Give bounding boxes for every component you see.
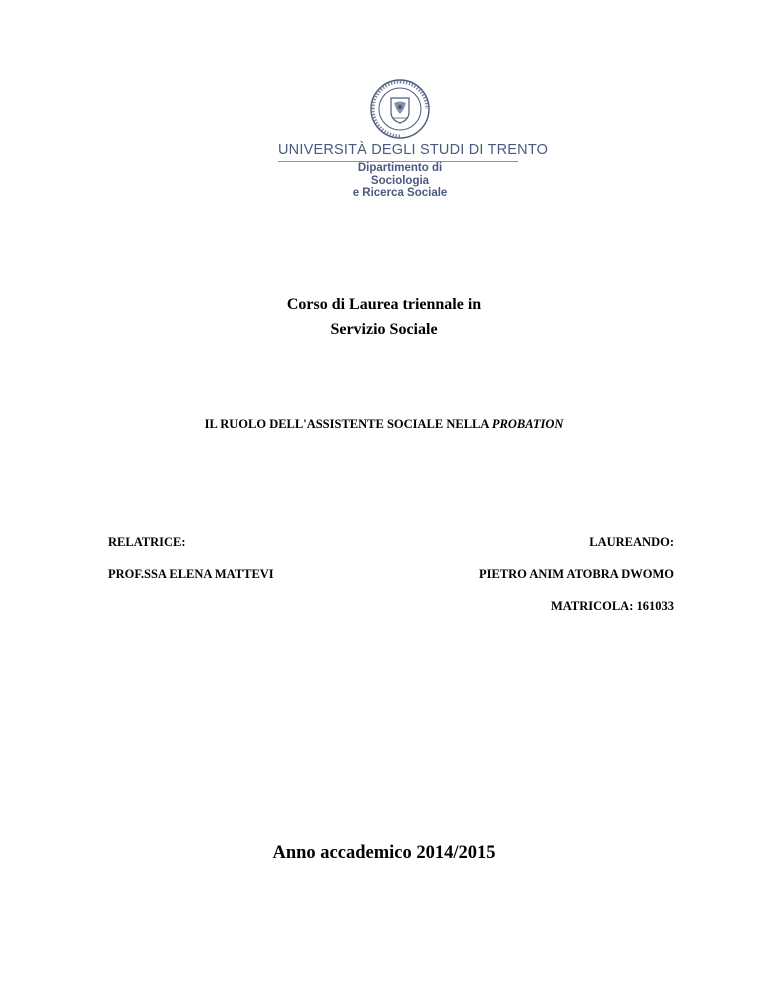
supervisor-name: PROF.SSA ELENA MATTEVI	[108, 567, 274, 581]
department-line-2: e Ricerca Sociale	[352, 187, 448, 199]
student-name: PIETRO ANIM ATOBRA DWOMO	[478, 567, 674, 581]
university-seal-icon	[369, 78, 431, 140]
course-line-1: Corso di Laurea triennale in	[286, 296, 482, 313]
course-line-2: Servizio Sociale	[330, 321, 438, 338]
thesis-title-emphasis: PROBATION	[491, 417, 564, 431]
department-name	[330, 162, 470, 200]
student-matricola: MATRICOLA: 161033	[550, 599, 674, 613]
thesis-title-prefix: IL RUOLO DELL'ASSISTENTE SOCIALE NELLA	[204, 417, 492, 431]
academic-year: Anno accademico 2014/2015	[272, 843, 496, 863]
supervisor-label: RELATRICE:	[108, 535, 186, 549]
thesis-title	[0, 417, 768, 432]
university-logo	[272, 74, 549, 199]
student-label: LAUREANDO:	[589, 535, 674, 549]
university-name: UNIVERSITÀ DEGLI STUDI DI TRENTO	[278, 142, 549, 158]
department-line-1: Dipartimento di Sociologia	[357, 162, 443, 187]
